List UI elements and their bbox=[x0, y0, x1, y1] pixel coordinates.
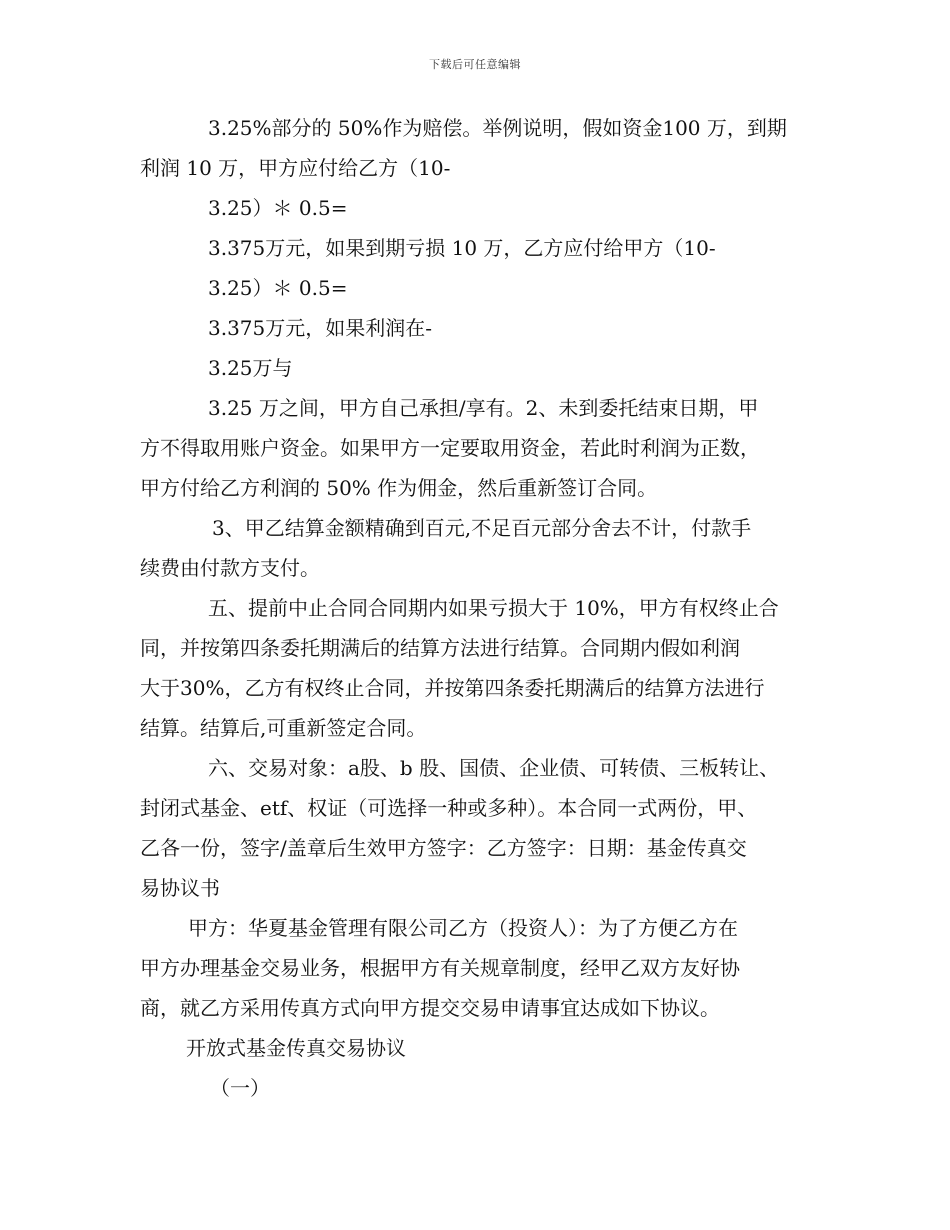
document-line: 封闭式基金、etf、权证（可选择一种或多种）。本合同一式两份，甲、 bbox=[140, 796, 758, 820]
document-line: 3.25万与 bbox=[208, 356, 293, 380]
document-line: 3.25%部分的 50%作为赔偿。举例说明，假如资金100 万，到期 bbox=[208, 116, 787, 140]
page-header-note: 下载后可任意编辑 bbox=[429, 58, 521, 71]
document-line: 易协议书 bbox=[140, 876, 220, 900]
document-line: 六、交易对象：a股、b 股、国债、企业债、可转债、三板转让、 bbox=[208, 756, 780, 780]
document-line: 乙各一份，签字/盖章后生效甲方签字：乙方签字：日期：基金传真交 bbox=[140, 836, 747, 860]
document-line: 3、甲乙结算金额精确到百元,不足百元部分舍去不计，付款手 bbox=[212, 516, 752, 540]
document-line: 结算。结算后,可重新签定合同。 bbox=[140, 716, 427, 740]
section-heading: 开放式基金传真交易协议 bbox=[186, 1036, 406, 1060]
document-line: 利润 10 万，甲方应付给乙方（10- bbox=[140, 156, 451, 180]
document-line: 甲方办理基金交易业务，根据甲方有关规章制度，经甲乙双方友好协 bbox=[140, 956, 740, 980]
document-line: 续费由付款方支付。 bbox=[140, 556, 320, 580]
document-line: 同，并按第四条委托期满后的结算方法进行结算。合同期内假如利润 bbox=[140, 636, 740, 660]
document-line: 3.25）＊ 0.5= bbox=[208, 196, 348, 220]
document-line: 3.375万元，如果利润在- bbox=[208, 316, 433, 340]
section-number: （一） bbox=[210, 1076, 270, 1100]
document-line: 甲方付给乙方利润的 50% 作为佣金，然后重新签订合同。 bbox=[140, 476, 658, 500]
document-line: 商，就乙方采用传真方式向甲方提交交易申请事宜达成如下协议。 bbox=[140, 996, 720, 1020]
document-line: 方不得取用账户资金。如果甲方一定要取用资金，若此时利润为正数， bbox=[140, 436, 760, 460]
document-body bbox=[140, 108, 820, 1108]
document-line: 五、提前中止合同合同期内如果亏损大于 10%，甲方有权终止合 bbox=[208, 596, 779, 620]
document-line: 3.375万元，如果到期亏损 10 万，乙方应付给甲方（10- bbox=[208, 236, 716, 260]
document-line: 3.25 万之间，甲方自己承担/享有。2、未到委托结束日期，甲 bbox=[208, 396, 759, 420]
document-line: 大于30%，乙方有权终止合同，并按第四条委托期满后的结算方法进行 bbox=[140, 676, 765, 700]
document-line: 甲方：华夏基金管理有限公司乙方（投资人）：为了方便乙方在 bbox=[188, 916, 738, 940]
document-line: 3.25）＊ 0.5= bbox=[208, 276, 348, 300]
